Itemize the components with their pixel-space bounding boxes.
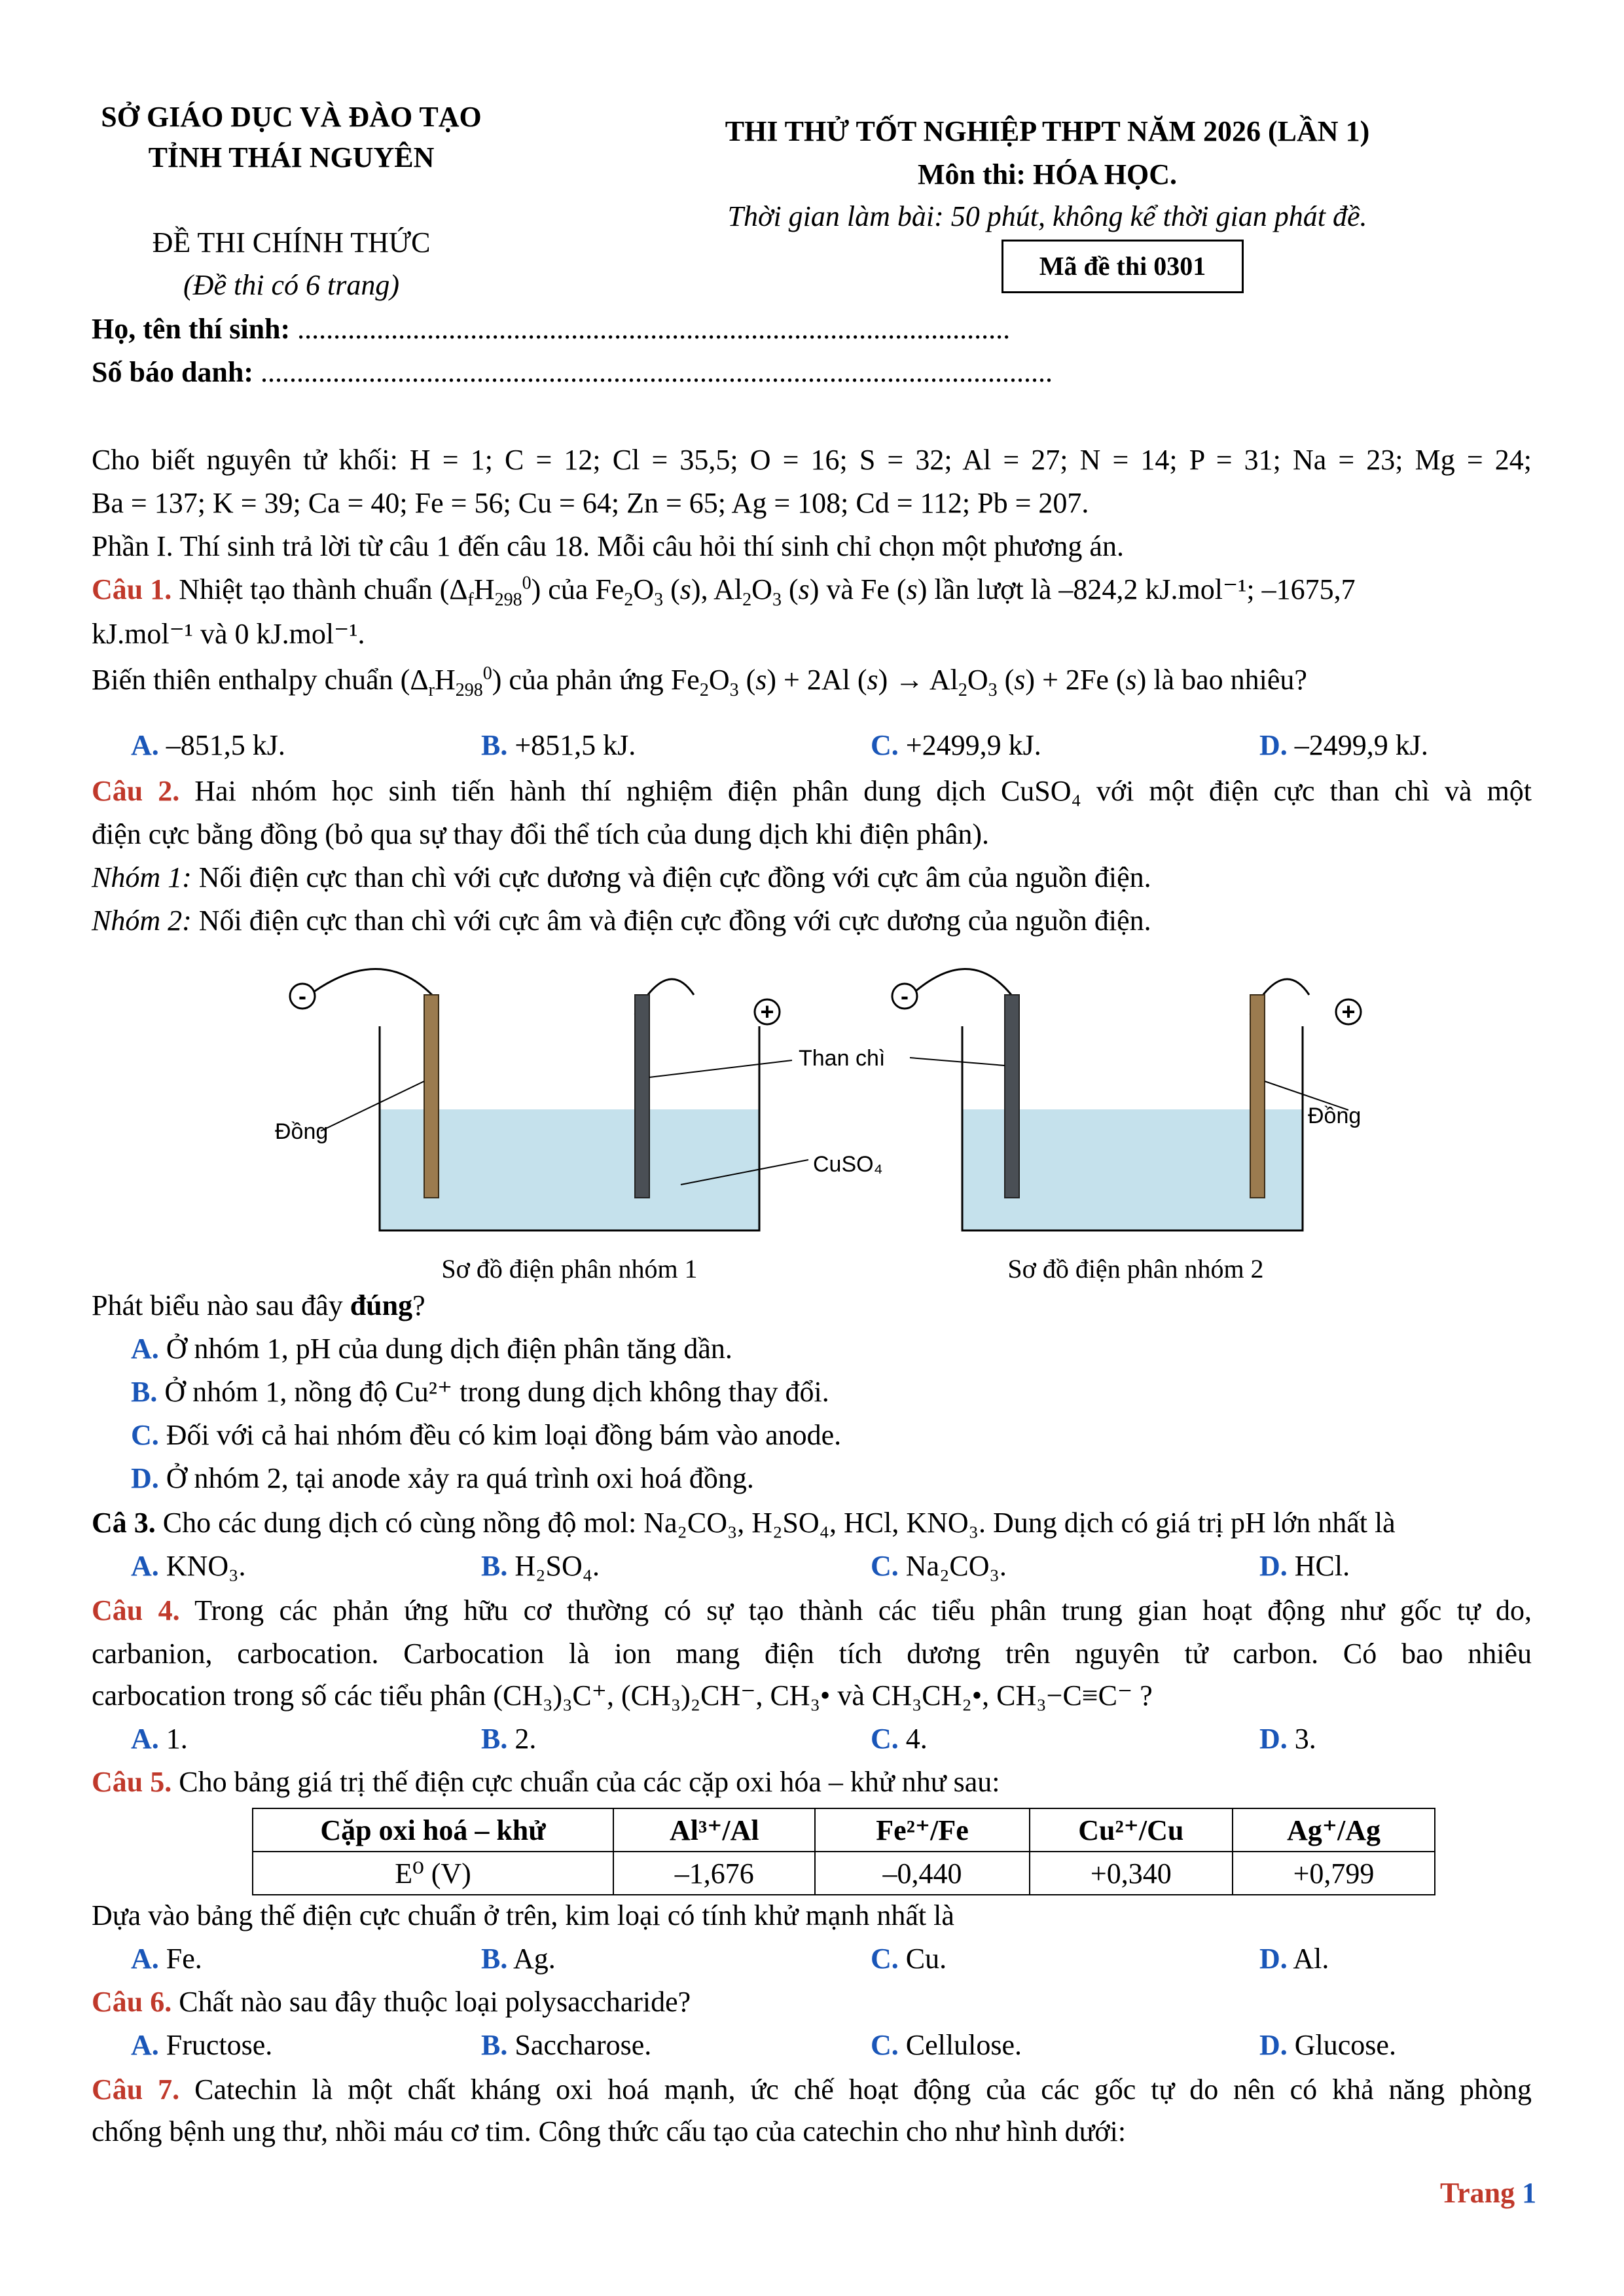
q5-line xyxy=(92,1762,1000,1803)
q1-line3: Biến thiên enthalpy chuẩn $(\Delta_rH_{298}^0)$ của phản ứng $Fe_2O_3$ (s) + 2Al $(s) \to Al_2O_3$ (s) + 2Fe (s) là bao nhiêu? xyxy=(92,663,1307,700)
q2-stem-emphasis: đúng xyxy=(350,1289,413,1321)
cell2-graphite-electrode xyxy=(1005,995,1019,1198)
table-row xyxy=(253,1852,1435,1895)
part1-instruction: Phần I. Thí sinh trả lời từ câu 1 đến câu 18. Mỗi câu hỏi thí sinh chỉ chọn một phương án. xyxy=(92,530,1124,562)
q1-text-b: ) của xyxy=(531,573,588,605)
department-line2: TỈNH THÁI NGUYÊN xyxy=(148,141,435,173)
q5-option-b[interactable]: B. Ag. xyxy=(481,1943,556,1975)
cell1-plus-sign: + xyxy=(760,998,774,1025)
q7-line2: chống bệnh ung thư, nhồi máu cơ tim. Công thức cấu tạo của catechin cho như hình dưới: xyxy=(92,2115,1127,2147)
table-header-cell: Cu²⁺/Cu xyxy=(1030,1808,1233,1852)
duration-line: Thời gian làm bài: 50 phút, không kể thời gian phát đề. xyxy=(727,200,1367,232)
candidate-id-line xyxy=(92,352,1053,393)
candidate-name-line xyxy=(92,309,1010,350)
q4-text1: Trong các phản ứng hữu cơ thường có sự tạo thành các tiểu phân trung gian hoạt động như gốc tự do, xyxy=(194,1594,1532,1626)
graphite-pointer-1 xyxy=(649,1060,792,1077)
q2-text1: Hai nhóm học sinh tiến hành thí nghiệm điện phân dung dịch CuSO₄ với một điện cực than chì và một xyxy=(194,775,1532,807)
q6-text: Chất nào sau đây thuộc loại polysaccharide? xyxy=(179,1986,691,2018)
q3-line xyxy=(92,1503,1396,1543)
q4-label: Câu 4. xyxy=(92,1594,180,1626)
group1-text: Nối điện cực than chì với cực dương và điện cực đồng với cực âm của nguồn điện. xyxy=(198,861,1151,893)
q2-line2: điện cực bằng đồng (bỏ qua sự thay đổi thể tích của dung dịch khi điện phân). xyxy=(92,818,990,850)
q1-option-d[interactable]: D. –2499,9 kJ. xyxy=(1259,729,1428,761)
cell1-copper-electrode xyxy=(424,995,439,1198)
table-header-cell: Cặp oxi hoá – khử xyxy=(253,1808,613,1852)
q7-label: Câu 7. xyxy=(92,2073,180,2106)
cell1-wire-left xyxy=(308,969,432,996)
q3-label: Câ 3. xyxy=(92,1507,156,1539)
q3-option-a[interactable]: A. KNO₃. xyxy=(131,1550,246,1582)
q1-text-a: Nhiệt tạo thành chuẩn ( xyxy=(179,573,450,605)
q2-group2 xyxy=(92,901,1151,941)
q2-label: Câu 2. xyxy=(92,775,180,807)
page-number: 1 xyxy=(1522,2177,1537,2209)
atomic-masses-line1: Cho biết nguyên tử khối: H = 1; C = 12; Cl = 35,5; O = 16; S = 32; Al = 27; N = 14; P = 31; Na = 23; Mg = 24; xyxy=(92,444,1532,476)
q2-line1 xyxy=(92,770,1532,813)
q2-option-d[interactable]: D. Ở nhóm 2, tại anode xảy ra quá trình oxi hoá đồng. xyxy=(131,1462,754,1494)
candidate-name-dots: ................................................................................................... xyxy=(297,313,1011,345)
q2-option-a[interactable]: A. Ở nhóm 1, pH của dung dịch điện phân tăng dần. xyxy=(131,1333,732,1365)
table-header-row xyxy=(253,1808,1435,1852)
q7-line1 xyxy=(92,2068,1532,2111)
q3-option-d[interactable]: D. HCl. xyxy=(1259,1550,1350,1582)
table-cell: –0,440 xyxy=(815,1852,1029,1895)
q4-line2: carbanion, carbocation. Carbocation là ion mang điện tích dương trên nguyên tử carbon. Có bao nhiêu xyxy=(92,1638,1532,1670)
graphite-label: Than chì xyxy=(799,1046,886,1071)
caption-group1: Sơ đồ điện phân nhóm 1 xyxy=(441,1254,698,1283)
table-cell: +0,340 xyxy=(1030,1852,1233,1895)
subject-line: Môn thi: HÓA HỌC. xyxy=(917,158,1178,190)
q6-option-b[interactable]: B. Saccharose. xyxy=(481,2029,652,2061)
atomic-masses-line2: Ba = 137; K = 39; Ca = 40; Fe = 56; Cu = 64; Zn = 65; Ag = 108; Cd = 112; Pb = 207. xyxy=(92,487,1089,519)
cell1-graphite-electrode xyxy=(635,995,649,1198)
q5-option-c[interactable]: C. Cu. xyxy=(871,1943,947,1975)
table-header-cell: Ag⁺/Ag xyxy=(1233,1808,1435,1852)
q1-option-c[interactable]: C. +2499,9 kJ. xyxy=(871,729,1041,761)
caption-group2: Sơ đồ điện phân nhóm 2 xyxy=(1007,1254,1264,1283)
q1-text-c: lần lượt là –824,2 kJ.mol⁻¹; –1675,7 xyxy=(934,573,1356,605)
q3-text: Cho các dung dịch có cùng nồng độ mol: Na₂CO₃, H₂SO₄, HCl, KNO₃. Dung dịch có giá trị pH lớn nhất là xyxy=(162,1507,1396,1539)
q2-stem-c: ? xyxy=(412,1289,425,1321)
electrolysis-diagram xyxy=(249,949,1375,1289)
group1-label: Nhóm 1: xyxy=(92,861,192,893)
exam-title: THI THỬ TỐT NGHIỆP THPT NĂM 2026 (LẦN 1) xyxy=(725,115,1370,147)
q6-label: Câu 6. xyxy=(92,1986,172,2018)
cell1-minus-sign: - xyxy=(298,982,306,1009)
electrode-potential-table xyxy=(252,1808,1435,1895)
cell1-copper-label: Đồng xyxy=(275,1119,329,1144)
delta-r-h298-symbol: $\Delta_rH_{298}^0$ xyxy=(410,663,492,700)
solution-label: CuSO₄ xyxy=(813,1152,883,1177)
group2-text: Nối điện cực than chì với cực âm và điện cực đồng với cực dương của nguồn điện. xyxy=(198,905,1151,937)
q1-line3-a: Biến thiên enthalpy chuẩn ( xyxy=(92,664,410,696)
table-cell: –1,676 xyxy=(613,1852,815,1895)
department-name xyxy=(85,97,497,178)
q2-stem xyxy=(92,1285,425,1326)
q2-option-c[interactable]: C. Đối với cả hai nhóm đều có kim loại đồng bám vào anode. xyxy=(131,1419,842,1451)
cell2-plus-sign: + xyxy=(1341,998,1356,1025)
q4-option-b[interactable]: B. 2. xyxy=(481,1723,537,1755)
q4-option-a[interactable]: A. 1. xyxy=(131,1723,188,1755)
q1-option-a[interactable]: A. –851,5 kJ. xyxy=(131,729,285,761)
q1-line2: kJ.mol⁻¹ và 0 kJ.mol⁻¹. xyxy=(92,618,365,650)
exam-code-box: Mã đề thi 0301 xyxy=(1001,240,1244,293)
q2-option-b[interactable]: B. Ở nhóm 1, nồng độ Cu²⁺ trong dung dịch không thay đổi. xyxy=(131,1376,829,1408)
q4-line1 xyxy=(92,1589,1532,1632)
candidate-name-label: Họ, tên thí sinh: xyxy=(92,313,291,345)
candidate-id-label: Số báo danh: xyxy=(92,356,254,388)
q6-option-a[interactable]: A. Fructose. xyxy=(131,2029,273,2061)
department-line1: SỞ GIÁO DỤC VÀ ĐÀO TẠO xyxy=(101,101,482,133)
cell2-wire-left xyxy=(910,969,1011,996)
q6-line xyxy=(92,1982,691,2022)
q4-option-d[interactable]: D. 3. xyxy=(1259,1723,1316,1755)
graphite-pointer-2 xyxy=(910,1058,1005,1066)
table-header-cell: Al³⁺/Al xyxy=(613,1808,815,1852)
table-cell: +0,799 xyxy=(1233,1852,1435,1895)
group2-label: Nhóm 2: xyxy=(92,905,192,937)
cell2-copper-label: Đồng xyxy=(1308,1103,1362,1128)
q1-line1: Câu 1. Nhiệt tạo thành chuẩn $(\Delta_fH_{298}^0)$ của $Fe_2O_3$ (s), $Al_2O_3$ (s) và Fe (s) lần lượt là –824,2 kJ.mol⁻¹; –1675,7 xyxy=(92,573,1356,610)
q1-label: Câu 1. xyxy=(92,573,172,605)
q1-option-b[interactable]: B. +851,5 kJ. xyxy=(481,729,636,761)
q5-stem: Dựa vào bảng thế điện cực chuẩn ở trên, kim loại có tính khử mạnh nhất là xyxy=(92,1899,954,1931)
q2-group1 xyxy=(92,857,1151,898)
q5-label: Câu 5. xyxy=(92,1766,172,1798)
q4-line3: carbocation trong số các tiểu phân (CH₃)₃C⁺, (CH₃)₂CH⁻, CH₃• và CH₃CH₂•, CH₃−C≡C⁻ ? xyxy=(92,1679,1153,1712)
q5-option-a[interactable]: A. Fe. xyxy=(131,1943,202,1975)
q7-text1: Catechin là một chất kháng oxi hoá mạnh, ức chế hoạt động của các gốc tự do nên có khả năng phòng xyxy=(194,2073,1532,2106)
q4-option-c[interactable]: C. 4. xyxy=(871,1723,928,1755)
q6-option-c[interactable]: C. Cellulose. xyxy=(871,2029,1022,2061)
q6-option-d[interactable]: D. Glucose. xyxy=(1259,2029,1396,2061)
table-cell: E⁰ (V) xyxy=(253,1852,613,1895)
table-header-cell: Fe²⁺/Fe xyxy=(815,1808,1029,1852)
q1-line3-c: là bao nhiêu? xyxy=(1153,664,1307,696)
candidate-id-dots: .............................................................................................................. xyxy=(261,356,1053,388)
cell2-minus-sign: - xyxy=(901,982,909,1009)
q2-stem-a: Phát biểu nào sau đây xyxy=(92,1289,343,1321)
official-exam-label: ĐỀ THI CHÍNH THỨC xyxy=(152,226,431,259)
q3-option-c[interactable]: C. Na₂CO₃. xyxy=(871,1550,1007,1582)
q5-text: Cho bảng giá trị thế điện cực chuẩn của các cặp oxi hóa – khử như sau: xyxy=(179,1766,1000,1798)
q1-line3-b: ) của phản ứng xyxy=(492,664,664,696)
page-word: Trang xyxy=(1440,2177,1515,2209)
cell2-copper-electrode xyxy=(1250,995,1265,1198)
delta-f-h298-symbol: $\Delta_fH_{298}^0$ xyxy=(449,573,532,610)
pages-note: (Đề thi có 6 trang) xyxy=(183,269,399,301)
page-footer xyxy=(1440,2173,1537,2214)
q3-option-b[interactable]: B. H₂SO₄. xyxy=(481,1550,600,1582)
q5-option-d[interactable]: D. Al. xyxy=(1259,1943,1329,1975)
